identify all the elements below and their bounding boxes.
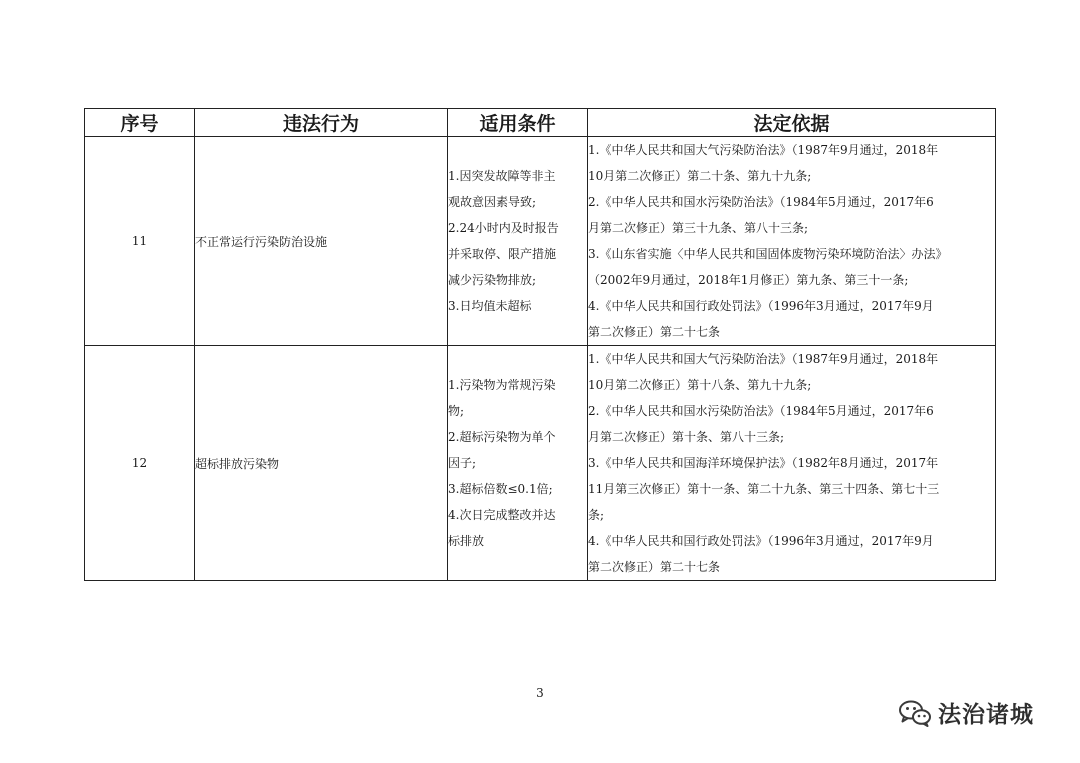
- page-number: 3: [536, 686, 544, 700]
- row-violation: 不正常运行污染防治设施: [195, 137, 448, 346]
- basis-line: 月第二次修正）第十条、第八十三条;: [588, 430, 785, 444]
- basis-line: 11月第三次修正）第十一条、第二十九条、第三十四条、第七十三: [588, 482, 940, 496]
- condition-line: 标排放: [448, 534, 485, 548]
- row-legal-basis: [588, 346, 996, 581]
- basis-line: （2002年9月通过，2018年1月修正）第九条、第三十一条;: [588, 273, 909, 287]
- basis-line: 1.《中华人民共和国大气污染防治法》（1987年9月通过，2018年: [588, 352, 939, 366]
- row-conditions: [448, 137, 588, 346]
- basis-line: 4.《中华人民共和国行政处罚法》（1996年3月通过，2017年9月: [588, 534, 934, 548]
- condition-line: 2.24小时内及时报告: [448, 221, 559, 235]
- basis-line: 月第二次修正）第三十九条、第八十三条;: [588, 221, 809, 235]
- header-conditions: 适用条件: [448, 109, 588, 137]
- condition-line: 4.次日完成整改并达: [448, 508, 556, 522]
- basis-line: 条;: [588, 508, 605, 522]
- condition-line: 因子;: [448, 456, 477, 470]
- basis-line: 第二次修正）第二十七条: [588, 325, 721, 339]
- condition-line: 3.超标倍数≤0.1倍;: [448, 482, 553, 496]
- wechat-icon: [898, 699, 932, 727]
- watermark-text: 法治诸城: [938, 702, 1034, 728]
- table-row: [85, 137, 996, 346]
- condition-line: 1.因突发故障等非主: [448, 169, 556, 183]
- row-number: 12: [85, 346, 195, 581]
- basis-line: 4.《中华人民共和国行政处罚法》（1996年3月通过，2017年9月: [588, 299, 934, 313]
- law-table: [84, 108, 996, 581]
- condition-line: 并采取停、限产措施: [448, 247, 557, 261]
- condition-line: 减少污染物排放;: [448, 273, 537, 287]
- basis-line: 3.《中华人民共和国海洋环境保护法》（1982年8月通过，2017年: [588, 456, 939, 470]
- basis-line: 第二次修正）第二十七条: [588, 560, 721, 574]
- row-conditions: [448, 346, 588, 581]
- watermark: [898, 696, 1034, 729]
- condition-line: 3.日均值未超标: [448, 299, 532, 313]
- condition-line: 2.超标污染物为单个: [448, 430, 556, 444]
- row-number: 11: [85, 137, 195, 346]
- header-serial-number: 序号: [85, 109, 195, 137]
- basis-line: 2.《中华人民共和国水污染防治法》（1984年5月通过，2017年6: [588, 404, 934, 418]
- basis-line: 1.《中华人民共和国大气污染防治法》（1987年9月通过，2018年: [588, 143, 939, 157]
- basis-line: 10月第二次修正）第二十条、第九十九条;: [588, 169, 812, 183]
- table-row: [85, 346, 996, 581]
- condition-line: 1.污染物为常规污染: [448, 378, 556, 392]
- condition-line: 观故意因素导致;: [448, 195, 537, 209]
- row-violation: 超标排放污染物: [195, 346, 448, 581]
- row-legal-basis: [588, 137, 996, 346]
- condition-line: 物;: [448, 404, 465, 418]
- table-header-row: [85, 109, 996, 137]
- header-legal-basis: 法定依据: [588, 109, 996, 137]
- basis-line: 3.《山东省实施〈中华人民共和国固体废物污染环境防治法〉办法》: [588, 247, 948, 261]
- basis-line: 2.《中华人民共和国水污染防治法》（1984年5月通过，2017年6: [588, 195, 934, 209]
- basis-line: 10月第二次修正）第十八条、第九十九条;: [588, 378, 812, 392]
- header-violation: 违法行为: [195, 109, 448, 137]
